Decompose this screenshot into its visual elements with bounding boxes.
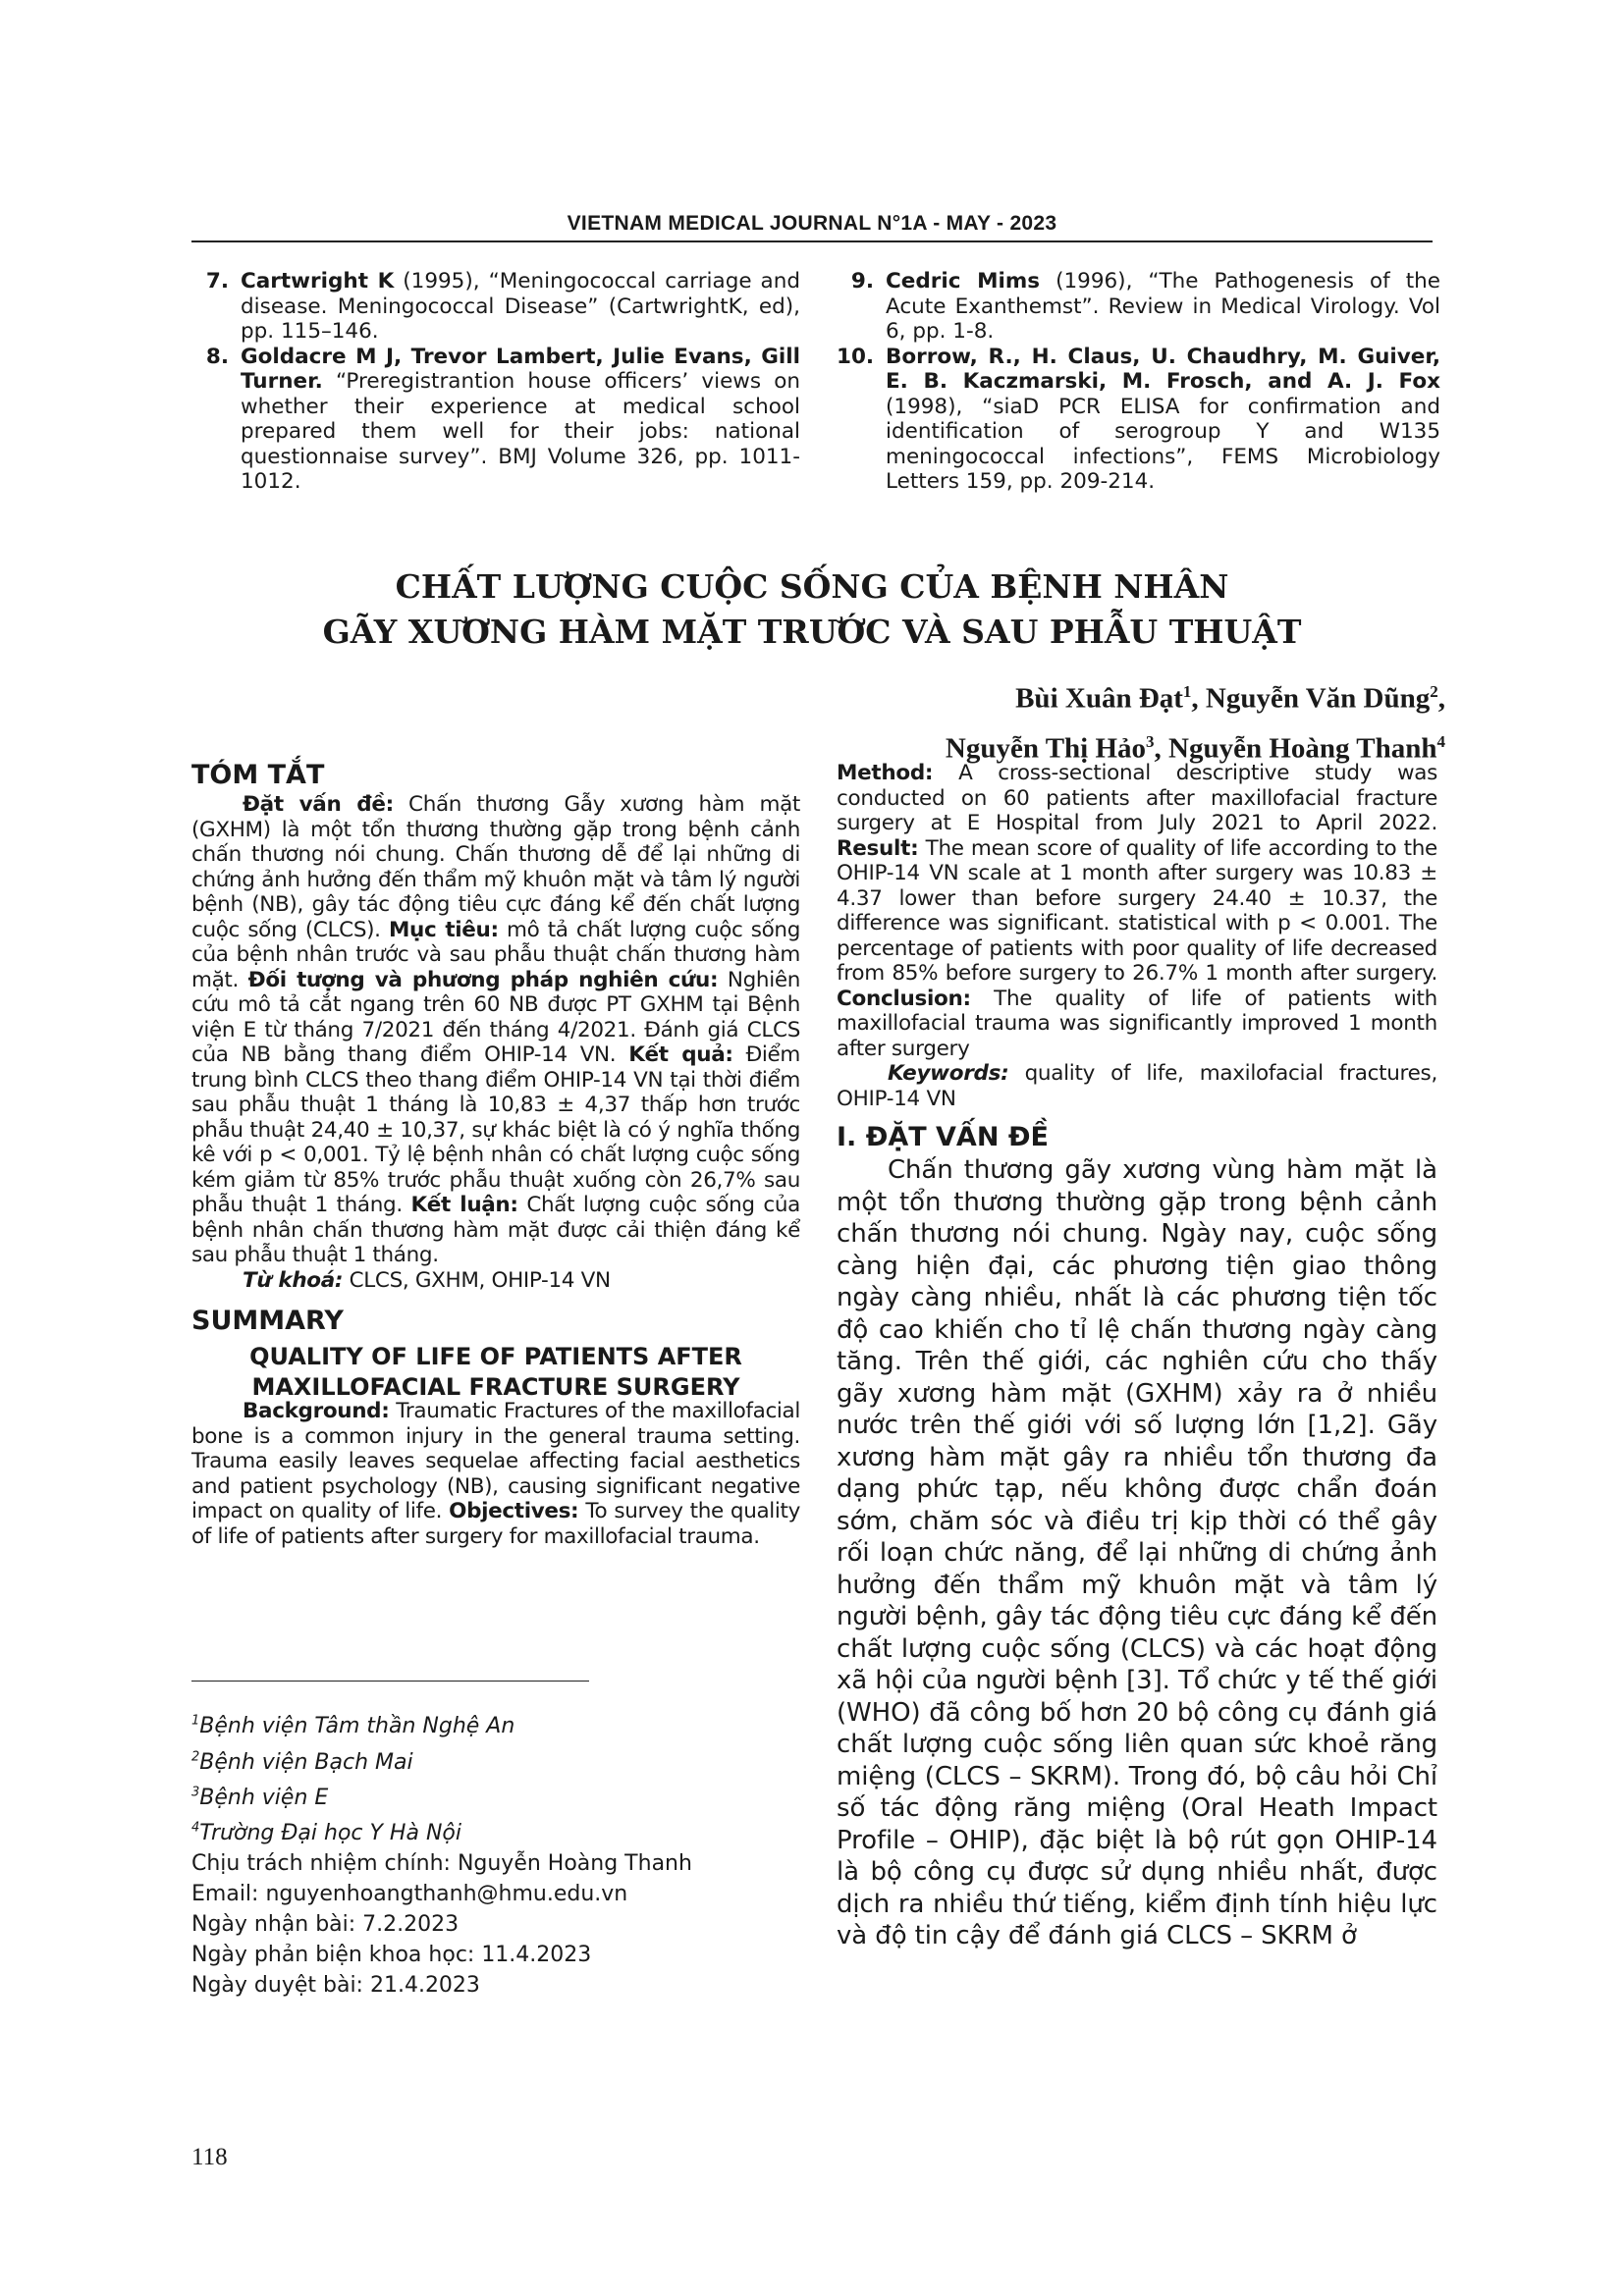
reference-authors: Borrow, R., H. Claus, U. Chaudhry, M. Guiver, E. B. Kaczmarski, M. Frosch, and A. J. Fox (886, 344, 1440, 394)
affiliation-text: Bệnh viện Bạch Mai (199, 1749, 413, 1775)
label: Objectives: (449, 1499, 579, 1523)
tomtat-heading: TÓM TẮT (191, 760, 325, 790)
text: mô tả chất lượng cuộc sống của bệnh nhân trước và sau phẫu thuật chấn thương hàm mặt. (191, 917, 800, 992)
affiliation-number: 1 (191, 1714, 200, 1729)
summary-body-continued (837, 761, 1437, 1061)
author-separator: , (1437, 682, 1445, 715)
footnotes (191, 1706, 800, 2001)
author-name: Nguyễn Thị Hảo (945, 732, 1147, 765)
affiliation-number: 3 (191, 1785, 200, 1800)
summary-title (191, 1342, 800, 1403)
reference-authors: Cedric Mims (886, 269, 1041, 294)
text: To survey the quality of life of patients after surgery for maxillofacial trauma. (191, 1499, 801, 1549)
author-affiliation: 1 (1182, 682, 1192, 701)
reference-number: 9. (850, 269, 874, 294)
affiliation-text: Bệnh viện E (199, 1785, 329, 1810)
right-column (837, 761, 1437, 1952)
affiliation-note (191, 1741, 800, 1777)
affiliation-text: Bệnh viện Tâm thần Nghệ An (199, 1714, 515, 1739)
affiliation-number: 4 (191, 1820, 200, 1836)
text: The mean score of quality of life according to the OHIP-14 VN scale at 1 month after surgery was 10.83 ± 4.37 lower than before surgery 24.40 ± 10.37, the difference was significant. statistical with p < 0.001. The percentage of patients with poor quality of life decreased from 85% before surgery to 26.7% 1 month after surgery. (837, 835, 1437, 986)
label: Result: (837, 835, 919, 861)
affiliation-note (191, 1813, 800, 1848)
reference-authors: Cartwright K (241, 269, 395, 294)
affiliation-note (191, 1778, 800, 1813)
tomtat-body (191, 792, 800, 1268)
summary-body-start (191, 1399, 800, 1549)
references-right (837, 269, 1440, 495)
email[interactable]: Email: nguyenhoangthanh@hmu.edu.vn (191, 1882, 628, 1907)
reference-item (837, 269, 1440, 345)
reference-text (886, 269, 1440, 345)
label: Conclusion: (837, 986, 971, 1011)
author-name: Bùi Xuân Đạt (1015, 682, 1183, 715)
reference-text (241, 345, 800, 495)
text: quality of life, maxilofacial fractures, OHIP-14 VN (837, 1061, 1437, 1111)
running-header: VIETNAM MEDICAL JOURNAL N°1A - MAY - 2023 (567, 212, 1057, 235)
reference-details: (1998), “siaD PCR ELISA for confirmation and identification of serogroup Y and W135 meningococcal infections”, FEMS Microbiology Letters 159, pp. 209-214. (886, 394, 1440, 494)
label: Kết quả: (628, 1042, 733, 1067)
reference-item (837, 345, 1440, 495)
affiliation-text: Trường Đại học Y Hà Nội (199, 1821, 461, 1846)
text: Chấn thương Gẫy xương hàm mặt (GXHM) là một tổn thương thường gặp trong bệnh cảnh chấn thương nói chung. Chấn thương dễ để lại những di chứng ảnh hưởng đến thẩm mỹ khuôn mặt và tâm lý người bệnh (NB), gây tác động tiêu cực đáng kể đến chất lượng cuộc sống (CLCS). (191, 792, 800, 942)
article-authors (687, 670, 1445, 770)
article-title (191, 564, 1433, 655)
author-affiliation: 3 (1146, 731, 1155, 751)
summary-heading: SUMMARY (191, 1306, 344, 1336)
summary-title-line: QUALITY OF LIFE OF PATIENTS AFTER (249, 1343, 742, 1370)
reference-text (886, 345, 1440, 495)
affiliation-note (191, 1706, 800, 1741)
intro-body: Chấn thương gãy xương vùng hàm mặt là một tổn thương thường gặp trong bệnh cảnh chấn thương nói chung. Ngày nay, cuộc sống càng hiện đại, các phương tiện giao thông ngày càng nhiều, nhất là các phương tiện tốc độ cao khiến cho tỉ lệ chấn thương ngày càng tăng. Trên thế giới, các nghiên cứu cho thấy gãy xương hàm mặt (GXHM) xảy ra ở nhiều nước trên thế giới với số lượng lớn [1,2]. Gãy xương hàm mặt gây ra nhiều tổn thương đa dạng phức tạp, nếu không được chẩn đoán sớm, chăm sóc và điều trị kịp thời có thể gây rối loạn chức năng, để lại những di chứng ảnh hưởng đến thẩm mỹ khuôn mặt và tâm lý người bệnh, gây tác động tiêu cực đáng kể đến chất lượng cuộc sống (CLCS) và các hoạt động xã hội của người bệnh [3]. Tổ chức y tế thế giới (WHO) đã công bố hơn 20 bộ công cụ đánh giá chất lượng cuộc sống liên quan sức khoẻ răng miệng (CLCS – SKRM). Trong đó, bộ câu hỏi Chỉ số tác động răng miệng (Oral Heath Impact Profile – OHIP), đặc biệt là bộ rút gọn OHIP-14 là bộ công cụ được sử dụng nhiều nhất, được dịch ra nhiều thứ tiếng, kiểm định tính hiệu lực và độ tin cậy để đánh giá CLCS – SKRM ở (837, 1155, 1437, 1950)
review-date: Ngày phản biện khoa học: 11.4.2023 (191, 1943, 592, 1968)
reference-authors: Goldacre M J, Trevor Lambert, Julie Evans, Gill Turner. (241, 344, 800, 394)
footnote-rule (191, 1681, 589, 1682)
label: Keywords: (888, 1061, 1009, 1086)
author-name: Nguyễn Hoàng Thanh (1168, 732, 1437, 765)
reference-details: (1995), “Meningococcal carriage and disease. Meningococcal Disease” (CartwrightK, ed), pp. 115–146. (241, 269, 801, 344)
title-line: GÃY XƯƠNG HÀM MẶT TRƯỚC VÀ SAU PHẪU THUẬT (322, 613, 1302, 651)
label: Từ khoá: (243, 1267, 344, 1293)
left-column (191, 759, 800, 1549)
tomtat-keywords (191, 1268, 800, 1294)
references-left (191, 269, 800, 495)
header-rule (191, 240, 1433, 242)
text: Traumatic Fractures of the maxillofacial bone is a common injury in the general trauma setting. Trauma easily leaves sequelae affecting facial aesthetics and patient psychology (NB), causing significant negative impact on quality of life. (191, 1399, 800, 1523)
title-line: CHẤT LƯỢNG CUỘC SỐNG CỦA BỆNH NHÂN (395, 567, 1229, 606)
reference-item (191, 345, 800, 495)
reference-text (241, 269, 800, 345)
author-separator: , (1191, 682, 1206, 715)
reference-number: 10. (837, 344, 875, 369)
author-name: Nguyễn Văn Dũng (1205, 682, 1431, 715)
intro-heading: I. ĐẶT VẤN ĐỀ (837, 1122, 1049, 1152)
received-date: Ngày nhận bài: 7.2.2023 (191, 1912, 460, 1938)
author-separator: , (1154, 732, 1169, 765)
text: Nghiên cứu mô tả cắt ngang trên 60 NB được PT GXHM tại Bệnh viện E từ tháng 7/2021 đến tháng 4/2021. Đánh giá CLCS của NB bằng thang điểm OHIP-14 VN. (191, 967, 800, 1067)
author-affiliation: 2 (1430, 682, 1438, 701)
label: Background: (243, 1399, 390, 1423)
text: Điểm trung bình CLCS theo thang điểm OHIP-14 VN tại thời điểm sau phẫu thuật 1 tháng là 10,83 ± 4,37 thấp hơn trước phẫu thuật 24,40 ± 10,37, sự khác biệt là có ý nghĩa thống kê với p < 0,001. Tỷ lệ bệnh nhân có chất lượng cuộc sống kém giảm từ 85% trước phẫu thuật xuống còn 26,7% sau phẫu thuật 1 tháng. (191, 1042, 800, 1217)
reference-item (191, 269, 800, 345)
text: CLCS, GXHM, OHIP-14 VN (343, 1267, 611, 1293)
reference-details: (1996), “The Pathogenesis of the Acute Exanthemst”. Review in Medical Virology. Vol 6, pp. 1-8. (886, 269, 1440, 344)
label: Mục tiêu: (388, 917, 499, 942)
label: Kết luận: (410, 1193, 518, 1217)
text: Chất lượng cuộc sống của bệnh nhân chấn thương hàm mặt được cải thiện đáng kể sau phẫu thuật 1 tháng. (191, 1193, 800, 1267)
corresponding-author: Chịu trách nhiệm chính: Nguyễn Hoàng Thanh (191, 1851, 692, 1877)
summary-title-line: MAXILLOFACIAL FRACTURE SURGERY (251, 1373, 740, 1401)
affiliation-number: 2 (191, 1749, 200, 1765)
author-affiliation: 4 (1436, 731, 1445, 751)
summary-keywords (837, 1061, 1437, 1111)
author-line (687, 670, 1445, 721)
text: A cross-sectional descriptive study was conducted on 60 patients after maxillofacial fracture surgery at E Hospital from July 2021 to April 2022. (837, 761, 1437, 835)
label: Đối tượng và phương pháp nghiên cứu: (247, 967, 719, 992)
reference-number: 7. (205, 269, 229, 294)
accepted-date: Ngày duyệt bài: 21.4.2023 (191, 1973, 480, 1999)
label: Đặt vấn đề: (243, 792, 394, 817)
page-number: 118 (191, 2144, 228, 2170)
reference-number: 8. (205, 344, 229, 369)
label: Method: (837, 761, 934, 785)
text: The quality of life of patients with maxillofacial trauma was significantly improved 1 month after surgery (837, 986, 1437, 1061)
reference-details: “Preregistrantion house officers’ views on whether their experience at medical school prepared them well for their jobs: national questionnaise survey”. BMJ Volume 326, pp. 1011-1012. (241, 369, 800, 494)
